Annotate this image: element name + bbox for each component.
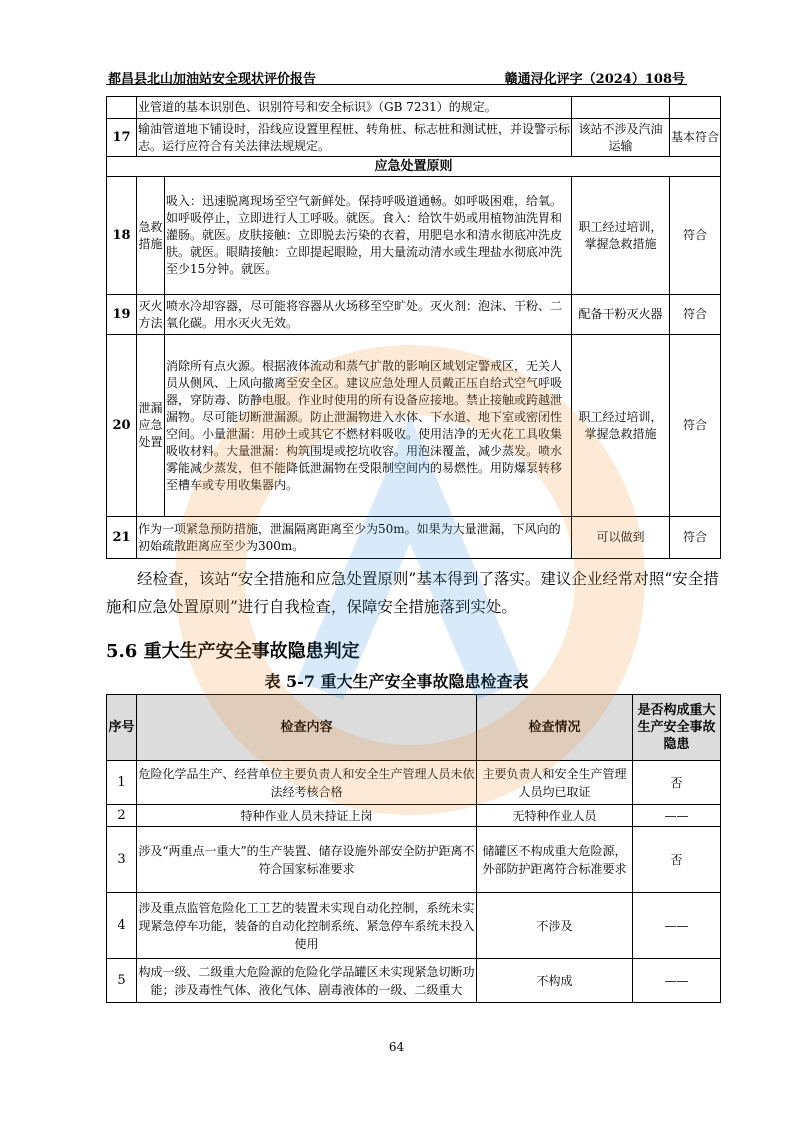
row-number: 4 [107, 893, 137, 959]
check-cell: 可以做到 [572, 517, 670, 559]
row-number: 1 [107, 761, 137, 805]
check-cell: 储罐区不构成重大危险源，外部防护距离符合标准要求 [477, 827, 633, 893]
table-row [107, 805, 721, 827]
table-row [107, 517, 721, 559]
page-number: 64 [388, 1040, 405, 1054]
result-cell: —— [633, 959, 721, 1003]
row-label: 灭火方法 [137, 295, 165, 335]
check-cell: 职工经过培训，掌握急救措施 [572, 177, 670, 295]
check-cell: 职工经过培训，掌握急救措施 [572, 335, 670, 517]
table-cell: 特种作业人员未持证上岗 [137, 805, 477, 827]
result-cell: 符合 [670, 517, 721, 559]
section-row [107, 157, 721, 177]
col-header-check: 检查情况 [477, 695, 633, 761]
table-cell: 涉及重点监管危险化工工艺的装置未实现自动化控制，系统未实现紧急停车功能，装备的自动化控制系统、紧急停车系统未投入使用 [137, 893, 477, 959]
table-row [107, 893, 721, 959]
result-cell: 否 [633, 761, 721, 805]
row-number: 19 [107, 295, 137, 335]
result-cell: —— [633, 893, 721, 959]
conclusion-paragraph: 经检查，该站“安全措施和应急处置原则”基本得到了落实。建议企业经常对照“安全措施和应急处置原则”进行自我检查，保障安全措施落到实处。 [106, 570, 719, 616]
table-cell: 喷水冷却容器，尽可能将容器从火场移至空旷处。灭火剂：泡沫、干粉、二氧化碳。用水灭火无效。 [165, 295, 572, 335]
table-row [107, 177, 721, 295]
row-number: 2 [107, 805, 137, 827]
table-row [107, 335, 721, 517]
section-title: 应急处置原则 [107, 157, 721, 177]
section-heading: 5.6 重大生产安全事故隐患判定 [106, 641, 360, 662]
check-cell: 主要负责人和安全生产管理人员均已取证 [477, 761, 633, 805]
table-caption: 表 5-7 重大生产安全事故隐患检查表 [264, 672, 529, 691]
check-cell: 该站不涉及汽油运输 [572, 119, 670, 157]
page-header [106, 66, 687, 85]
row-number: 21 [107, 517, 137, 559]
check-cell: 无特种作业人员 [477, 805, 633, 827]
check-cell: 配备干粉灭火器 [572, 295, 670, 335]
table-cell: 吸入：迅速脱离现场至空气新鲜处。保持呼吸道通畅。如呼吸困难，给氧。如呼吸停止，立即进行人工呼吸。就医。食入：给饮牛奶或用植物油洗胃和灌肠。就医。皮肤接触：立即脱去污染的衣着，用肥皂水和清水彻底冲洗皮肤。就医。眼睛接触：立即提起眼睑，用大量流动清水或生理盐水彻底冲洗至少15分钟。就医。 [165, 177, 572, 295]
result-cell: 符合 [670, 177, 721, 295]
col-header-result: 是否构成重大生产安全事故隐患 [633, 695, 721, 761]
table-cell: 业管道的基本识别色、识别符号和安全标识》（GB 7231）的规定。 [137, 97, 572, 119]
col-header-num: 序号 [107, 695, 137, 761]
row-label: 泄漏应急处置 [137, 335, 165, 517]
table-header-row [107, 695, 721, 761]
row-number: 5 [107, 959, 137, 1003]
result-cell: 符合 [670, 295, 721, 335]
result-cell: 基本符合 [670, 119, 721, 157]
table-row [107, 959, 721, 1003]
table-row [107, 761, 721, 805]
major-hazard-table [106, 694, 721, 1003]
table-cell: 危险化学品生产、经营单位主要负责人和安全生产管理人员未依法经考核合格 [137, 761, 477, 805]
result-cell: 符合 [670, 335, 721, 517]
table-cell: 输油管道地下铺设时，沿线应设置里程桩、转角桩、标志桩和测试桩，并设警示标志。运行应符合有关法律法规规定。 [137, 119, 572, 157]
row-number: 3 [107, 827, 137, 893]
row-number: 18 [107, 177, 137, 295]
table-row [107, 119, 721, 157]
table-row [107, 97, 721, 119]
col-header-content: 检查内容 [137, 695, 477, 761]
row-number: 17 [107, 119, 137, 157]
check-cell: 不构成 [477, 959, 633, 1003]
table-cell: 作为一项紧急预防措施，泄漏隔离距离至少为50m。如果为大量泄漏，下风向的初始疏散距离应至少为300m。 [137, 517, 572, 559]
report-title: 都昌县北山加油站安全现状评价报告 [108, 72, 317, 87]
safety-measures-table [106, 96, 721, 559]
table-row [107, 295, 721, 335]
report-number: 赣通浔化评字（2024）108号 [504, 72, 685, 87]
table-cell: 涉及“两重点一重大”的生产装置、储存设施外部安全防护距离不符合国家标准要求 [137, 827, 477, 893]
row-label: 急救措施 [137, 177, 165, 295]
table-row [107, 827, 721, 893]
table-cell: 构成一级、二级重大危险源的危险化学品罐区未实现紧急切断功能；涉及毒性气体、液化气体、剧毒液体的一级、二级重大 [137, 959, 477, 1003]
row-number: 20 [107, 335, 137, 517]
check-cell: 不涉及 [477, 893, 633, 959]
result-cell: —— [633, 805, 721, 827]
table-cell: 消除所有点火源。根据液体流动和蒸气扩散的影响区域划定警戒区，无关人员从侧风、上风向撤离至安全区。建议应急处理人员戴正压自给式空气呼吸器，穿防毒、防静电服。作业时使用的所有设备应接地。禁止接触或跨越泄漏物。尽可能切断泄漏源。防止泄漏物进入水体、下水道、地下室或密闭性空间。小量泄漏：用砂土或其它不燃材料吸收。使用洁净的无火花工具收集吸收材料。大量泄漏：构筑围堤或挖坑收容。用泡沫覆盖，减少蒸发。喷水雾能减少蒸发，但不能降低泄漏物在受限制空间内的易燃性。用防爆泵转移至槽车或专用收集器内。 [165, 335, 572, 517]
result-cell: 否 [633, 827, 721, 893]
